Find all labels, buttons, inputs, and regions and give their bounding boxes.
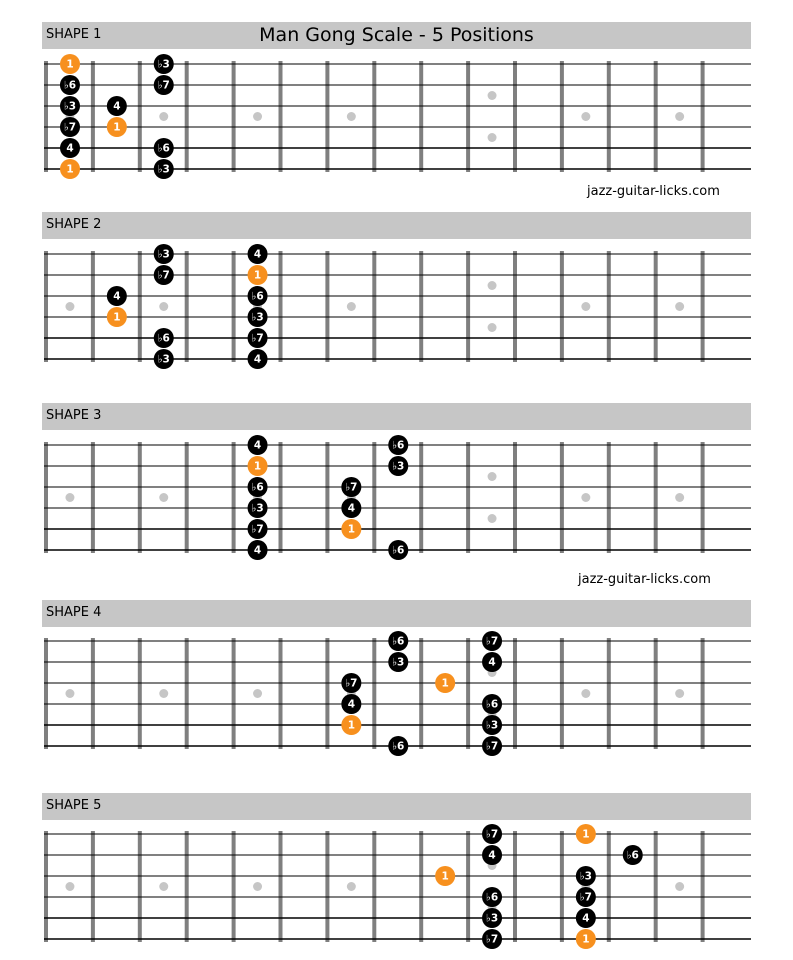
fret-wire: [44, 251, 48, 362]
fret-wire: [654, 638, 658, 749]
position-marker: [65, 302, 74, 311]
note-degree-label: 1: [113, 311, 121, 324]
note-degree-label: ♭7: [345, 677, 358, 690]
note-dot: [482, 715, 502, 735]
fret-wire: [419, 251, 423, 362]
fret-wire: [607, 831, 611, 942]
fret-wire: [466, 442, 470, 553]
position-marker: [159, 493, 168, 502]
note-degree-label: 4: [66, 142, 74, 155]
position-marker: [159, 112, 168, 121]
fret-wire: [138, 442, 142, 553]
fret-wire: [232, 61, 236, 172]
note-dot: [576, 824, 596, 844]
note-degree-label: ♭7: [63, 121, 77, 134]
fret-wire: [466, 251, 470, 362]
position-marker: [159, 882, 168, 891]
position-marker: [675, 689, 684, 698]
fret-wire: [419, 638, 423, 749]
note-dot: [60, 117, 80, 137]
position-marker: [65, 493, 74, 502]
note-dot: [60, 96, 80, 116]
fret-wire: [513, 442, 517, 553]
note-degree-label: ♭3: [157, 248, 170, 261]
note-degree-label: ♭7: [485, 933, 499, 946]
fret-wire: [701, 251, 705, 362]
position-marker: [347, 302, 356, 311]
fret-wire: [91, 61, 95, 172]
fret-wire: [372, 251, 376, 362]
fret-wire: [138, 638, 142, 749]
note-degree-label: 1: [113, 121, 121, 134]
note-dot: [248, 244, 268, 264]
note-dot: [388, 736, 408, 756]
note-dot: [154, 54, 174, 74]
fret-wire: [466, 638, 470, 749]
shape-3-title-bar: [42, 403, 751, 430]
note-dot: [154, 159, 174, 179]
note-dot: [341, 519, 361, 539]
shape-4-fretboard: [0, 629, 793, 759]
position-marker: [581, 689, 590, 698]
shape-4-label: SHAPE 4: [46, 605, 102, 620]
note-dot: [248, 498, 268, 518]
note-degree-label: 4: [488, 656, 496, 669]
fret-wire: [419, 831, 423, 942]
note-degree-label: 1: [441, 677, 449, 690]
note-degree-label: 4: [253, 544, 262, 557]
note-degree-label: 4: [347, 698, 356, 711]
fret-wire: [279, 831, 283, 942]
note-degree-label: ♭7: [485, 635, 499, 648]
fret-wire: [607, 61, 611, 172]
fret-wire: [185, 442, 189, 553]
fret-wire: [44, 638, 48, 749]
fret-wire: [44, 831, 48, 942]
fret-wire: [185, 251, 189, 362]
shape-5-label: SHAPE 5: [46, 798, 102, 813]
position-marker: [159, 689, 168, 698]
fret-wire: [419, 442, 423, 553]
note-dot: [248, 456, 268, 476]
fret-wire: [654, 442, 658, 553]
fret-wire: [138, 251, 142, 362]
note-degree-label: 4: [347, 502, 356, 515]
fret-wire: [560, 442, 564, 553]
fret-wire: [138, 831, 142, 942]
note-degree-label: ♭3: [251, 502, 264, 515]
fret-wire: [325, 251, 329, 362]
note-dot: [248, 349, 268, 369]
fret-wire: [654, 251, 658, 362]
fret-wire: [91, 251, 95, 362]
position-marker: [65, 882, 74, 891]
watermark-shape-1: jazz-guitar-licks.com: [587, 184, 720, 199]
shape-1-label: SHAPE 1: [46, 27, 102, 42]
fret-wire: [701, 61, 705, 172]
note-dot: [154, 349, 174, 369]
note-dot: [248, 540, 268, 560]
page-title: Man Gong Scale - 5 Positions: [259, 24, 534, 46]
note-degree-label: 1: [253, 269, 262, 282]
note-degree-label: ♭7: [579, 891, 592, 904]
note-dot: [576, 929, 596, 949]
note-degree-label: ♭3: [485, 912, 499, 925]
note-dot: [248, 265, 268, 285]
fret-wire: [513, 638, 517, 749]
fret-wire: [560, 638, 564, 749]
note-degree-label: 1: [582, 828, 590, 841]
note-dot: [341, 673, 361, 693]
note-degree-label: ♭6: [485, 698, 499, 711]
note-degree-label: 1: [582, 933, 590, 946]
position-marker: [488, 514, 497, 523]
fret-wire: [560, 831, 564, 942]
note-dot: [248, 519, 268, 539]
note-dot: [248, 328, 268, 348]
note-degree-label: ♭3: [392, 460, 405, 473]
fret-wire: [607, 442, 611, 553]
note-degree-label: 1: [66, 58, 74, 71]
note-dot: [248, 307, 268, 327]
note-dot: [576, 908, 596, 928]
fret-wire: [279, 442, 283, 553]
note-dot: [482, 652, 502, 672]
note-degree-label: ♭6: [251, 481, 264, 494]
note-dot: [388, 456, 408, 476]
shape-2-label: SHAPE 2: [46, 217, 102, 232]
shape-2-title-bar: [42, 212, 751, 239]
note-degree-label: ♭6: [626, 849, 639, 862]
note-dot: [576, 866, 596, 886]
note-degree-label: ♭7: [485, 828, 499, 841]
note-degree-label: ♭3: [251, 311, 264, 324]
note-degree-label: ♭7: [157, 269, 170, 282]
position-marker: [488, 91, 497, 100]
fret-wire: [91, 442, 95, 553]
note-dot: [482, 824, 502, 844]
note-degree-label: ♭3: [579, 870, 592, 883]
note-dot: [341, 694, 361, 714]
fret-wire: [701, 831, 705, 942]
position-marker: [488, 281, 497, 290]
fret-wire: [232, 251, 236, 362]
fret-wire: [325, 638, 329, 749]
note-dot: [482, 694, 502, 714]
note-degree-label: ♭3: [157, 163, 170, 176]
note-degree-label: ♭7: [345, 481, 358, 494]
position-marker: [675, 882, 684, 891]
note-dot: [388, 631, 408, 651]
fret-wire: [325, 831, 329, 942]
note-dot: [154, 75, 174, 95]
note-degree-label: ♭6: [392, 439, 405, 452]
note-dot: [107, 307, 127, 327]
shape-1-fretboard: [0, 52, 793, 182]
note-dot: [154, 328, 174, 348]
fret-wire: [466, 61, 470, 172]
fret-wire: [232, 442, 236, 553]
fret-wire: [701, 638, 705, 749]
note-degree-label: ♭7: [485, 740, 499, 753]
position-marker: [581, 112, 590, 121]
note-dot: [623, 845, 643, 865]
note-degree-label: 1: [66, 163, 74, 176]
fret-wire: [372, 61, 376, 172]
fret-wire: [138, 61, 142, 172]
fret-wire: [607, 251, 611, 362]
note-degree-label: ♭6: [251, 290, 264, 303]
shape-2-fretboard: [0, 242, 793, 372]
note-dot: [60, 75, 80, 95]
fret-wire: [232, 831, 236, 942]
position-marker: [488, 323, 497, 332]
position-marker: [675, 493, 684, 502]
note-dot: [248, 286, 268, 306]
note-dot: [60, 138, 80, 158]
note-degree-label: ♭6: [63, 79, 77, 92]
fret-wire: [560, 251, 564, 362]
note-degree-label: ♭6: [157, 332, 170, 345]
note-dot: [60, 54, 80, 74]
note-dot: [248, 477, 268, 497]
note-dot: [154, 265, 174, 285]
fret-wire: [466, 831, 470, 942]
note-degree-label: ♭6: [157, 142, 170, 155]
note-dot: [154, 138, 174, 158]
note-degree-label: 1: [347, 523, 356, 536]
position-marker: [253, 689, 262, 698]
note-degree-label: ♭7: [157, 79, 170, 92]
position-marker: [581, 302, 590, 311]
note-dot: [107, 117, 127, 137]
note-dot: [341, 715, 361, 735]
fret-wire: [654, 831, 658, 942]
fret-wire: [91, 831, 95, 942]
note-degree-label: 1: [253, 460, 262, 473]
note-degree-label: ♭3: [63, 100, 77, 113]
position-marker: [675, 302, 684, 311]
note-dot: [482, 908, 502, 928]
fret-wire: [185, 831, 189, 942]
note-degree-label: 4: [582, 912, 590, 925]
note-degree-label: ♭3: [485, 719, 499, 732]
fret-wire: [279, 61, 283, 172]
watermark-shape-3: jazz-guitar-licks.com: [578, 572, 711, 587]
fret-wire: [325, 61, 329, 172]
note-dot: [60, 159, 80, 179]
note-degree-label: 4: [113, 290, 121, 303]
shape-4-title-bar: [42, 600, 751, 627]
note-dot: [154, 244, 174, 264]
fret-wire: [419, 61, 423, 172]
note-degree-label: ♭7: [251, 332, 264, 345]
position-marker: [347, 882, 356, 891]
fret-wire: [513, 831, 517, 942]
fret-wire: [44, 61, 48, 172]
fret-wire: [654, 61, 658, 172]
position-marker: [347, 112, 356, 121]
note-degree-label: ♭3: [157, 58, 170, 71]
note-dot: [435, 673, 455, 693]
note-degree-label: ♭7: [251, 523, 264, 536]
note-degree-label: 1: [441, 870, 449, 883]
note-dot: [435, 866, 455, 886]
fret-wire: [279, 638, 283, 749]
fret-wire: [513, 251, 517, 362]
note-dot: [341, 477, 361, 497]
fret-wire: [701, 442, 705, 553]
note-dot: [482, 845, 502, 865]
note-degree-label: ♭6: [392, 740, 405, 753]
fret-wire: [91, 638, 95, 749]
fret-wire: [560, 61, 564, 172]
position-marker: [488, 133, 497, 142]
note-dot: [388, 435, 408, 455]
fret-wire: [232, 638, 236, 749]
note-dot: [388, 652, 408, 672]
note-dot: [482, 887, 502, 907]
shape-3-fretboard: [0, 433, 793, 563]
shape-1-title-bar: [42, 22, 751, 49]
position-marker: [65, 689, 74, 698]
fret-wire: [44, 442, 48, 553]
note-degree-label: 1: [347, 719, 356, 732]
note-degree-label: 4: [253, 353, 262, 366]
position-marker: [488, 472, 497, 481]
note-dot: [248, 435, 268, 455]
fret-wire: [185, 638, 189, 749]
note-dot: [482, 631, 502, 651]
fret-wire: [372, 442, 376, 553]
note-degree-label: ♭3: [392, 656, 405, 669]
note-dot: [482, 929, 502, 949]
note-dot: [107, 96, 127, 116]
fret-wire: [372, 638, 376, 749]
note-degree-label: ♭6: [392, 544, 405, 557]
fret-wire: [607, 638, 611, 749]
position-marker: [253, 112, 262, 121]
note-degree-label: ♭6: [485, 891, 499, 904]
note-dot: [482, 736, 502, 756]
fret-wire: [185, 61, 189, 172]
note-degree-label: 4: [488, 849, 496, 862]
note-degree-label: ♭3: [157, 353, 170, 366]
fret-wire: [325, 442, 329, 553]
note-dot: [388, 540, 408, 560]
note-degree-label: 4: [253, 248, 262, 261]
position-marker: [253, 882, 262, 891]
position-marker: [581, 493, 590, 502]
note-dot: [107, 286, 127, 306]
note-dot: [576, 887, 596, 907]
shape-3-label: SHAPE 3: [46, 408, 102, 423]
fret-wire: [513, 61, 517, 172]
note-degree-label: ♭6: [392, 635, 405, 648]
position-marker: [675, 112, 684, 121]
note-degree-label: 4: [113, 100, 121, 113]
position-marker: [159, 302, 168, 311]
note-degree-label: 4: [253, 439, 262, 452]
fret-wire: [279, 251, 283, 362]
shape-5-fretboard: [0, 822, 793, 952]
shape-5-title-bar: [42, 793, 751, 820]
fret-wire: [372, 831, 376, 942]
note-dot: [341, 498, 361, 518]
